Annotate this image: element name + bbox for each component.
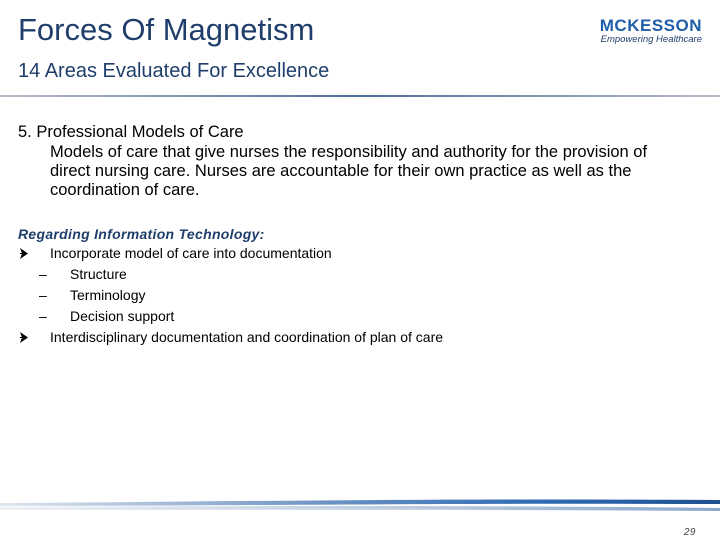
logo-wordmark: MCKESSON (599, 16, 702, 35)
slide-title: Forces Of Magnetism (18, 12, 315, 47)
bullet-text: Incorporate model of care into documentation (50, 245, 332, 261)
dash-bullet: – (39, 266, 47, 282)
sub-bullet-text: Terminology (70, 287, 146, 303)
section-heading: 5. Professional Models of Care (18, 123, 244, 141)
section-paragraph: Models of care that give nurses the responsibility and authority for the provision of direct nursing care. Nurses are accountable for their own practice as well as the coordination of care. (50, 143, 648, 199)
sub-bullet-text: Structure (70, 266, 127, 282)
arrow-bullet-icon (18, 327, 32, 348)
dash-bullet: – (39, 308, 47, 324)
slide-subtitle: 14 Areas Evaluated For Excellence (18, 60, 330, 82)
dash-bullet: – (39, 287, 47, 303)
page-number: 29 (683, 527, 696, 538)
it-heading: Regarding Information Technology: (18, 226, 265, 242)
logo-tagline: Empowering Healthcare (600, 34, 702, 45)
footer-decoration (0, 494, 720, 540)
main-content (18, 122, 698, 200)
mckesson-logo (590, 16, 702, 48)
footer-swoosh (0, 494, 720, 518)
bullet-text: Interdisciplinary documentation and coordination of plan of care (50, 329, 444, 345)
header-divider (0, 95, 720, 97)
arrow-bullet-icon (18, 243, 32, 264)
sub-bullet-text: Decision support (70, 308, 175, 324)
